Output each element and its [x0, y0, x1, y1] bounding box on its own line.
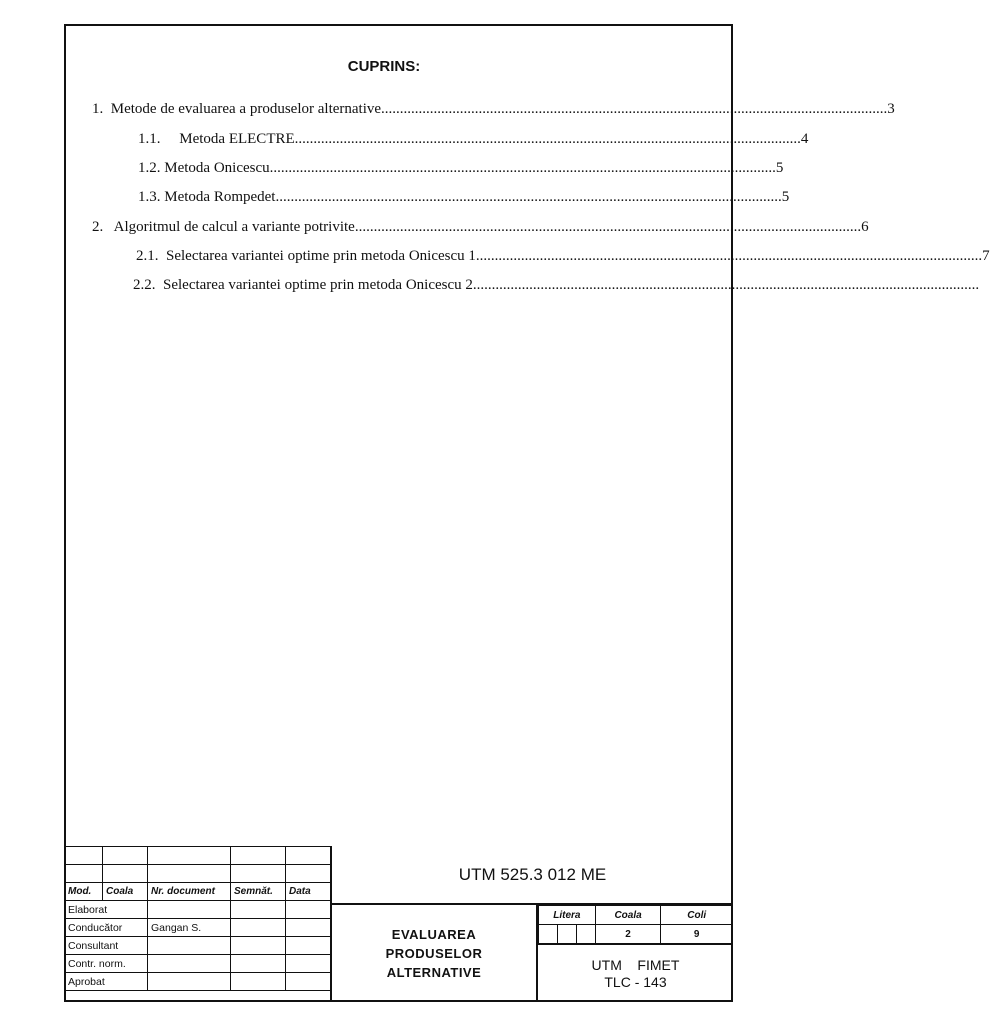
document-number: UTM 525.3 012 ME: [330, 846, 733, 905]
role-label: Conducător: [65, 919, 148, 937]
header-semnat: Semnăt.: [231, 883, 286, 901]
header-nr-document: Nr. document: [148, 883, 231, 901]
role-label: Aprobat: [65, 973, 148, 991]
litera-cell: [576, 925, 595, 944]
grid-cell: [231, 901, 286, 919]
toc-entry-page: 7: [982, 248, 990, 264]
header-mod: Mod.: [65, 883, 103, 901]
grid-cell: [103, 865, 148, 883]
toc-entry-text: 2.2. Selectarea variantei optime prin metoda Onicescu 2: [133, 277, 473, 293]
grid-cell: [103, 847, 148, 865]
toc-entry: [138, 129, 809, 149]
role-name: [148, 937, 231, 955]
grid-cell: [286, 955, 331, 973]
grid-cell: [65, 865, 103, 883]
grid-cell: [65, 847, 103, 865]
toc-leader-dots: .......................................................................................................................................: [269, 160, 776, 176]
role-name: [148, 901, 231, 919]
document-title-line: ALTERNATIVE: [386, 965, 482, 980]
toc-leader-dots: .......................................................................................................................................: [275, 189, 782, 205]
grid-cell: [286, 865, 331, 883]
toc-entry: [138, 187, 790, 207]
document-title-line: EVALUAREA: [391, 927, 477, 942]
organization-block: [538, 944, 733, 1002]
grid-cell: [148, 847, 231, 865]
grid-cell: [231, 865, 286, 883]
toc-entry-page: 5: [775, 160, 784, 176]
header-data: Data: [286, 883, 331, 901]
grid-cell: [231, 919, 286, 937]
toc-entry-text: 1.1. Metoda ELECTRE: [138, 131, 295, 147]
toc-entry-text: 1.2. Metoda Onicescu: [138, 160, 270, 176]
role-label: Consultant: [65, 937, 148, 955]
toc-entry-text: 1.3. Metoda Rompedet: [138, 189, 276, 205]
sheet-info-table: [538, 905, 733, 944]
organization-code: TLC - 143: [604, 973, 667, 990]
grid-cell: [286, 937, 331, 955]
role-name: [148, 973, 231, 991]
toc-entry-text: 1. Metode de evaluarea a produselor alternative: [92, 101, 382, 117]
toc-leader-dots: .......................................................................................................................................: [381, 101, 888, 117]
toc-entry-page: 5: [781, 189, 790, 205]
grid-cell: [286, 973, 331, 991]
litera-cell: [557, 925, 576, 944]
role-label: Contr. norm.: [65, 955, 148, 973]
toc-entry: [133, 275, 980, 295]
header-coala: Coala: [103, 883, 148, 901]
toc-leader-dots: .......................................................................................................................................: [475, 248, 983, 264]
toc-title: CUPRINS:: [347, 58, 421, 75]
document-title-line: PRODUSELOR: [385, 946, 483, 961]
revision-grid: [64, 846, 331, 991]
grid-cell: [231, 955, 286, 973]
coli-label: Coli: [661, 906, 733, 925]
grid-cell: [286, 901, 331, 919]
toc-leader-dots: .......................................................................................................................................: [472, 277, 980, 293]
litera-cell: [539, 925, 558, 944]
grid-cell: [231, 937, 286, 955]
role-name: [148, 955, 231, 973]
role-name: Gangan S.: [148, 919, 231, 937]
toc-entry-page: 4: [800, 131, 809, 147]
toc-entry: [136, 246, 990, 266]
toc-leader-dots: .......................................................................................................................................: [294, 131, 801, 147]
toc-entry: [92, 217, 869, 237]
toc-entry-page: 6: [861, 219, 869, 235]
grid-cell: [231, 973, 286, 991]
toc-entry-text: 2. Algoritmul de calcul a variante potrivite: [92, 219, 355, 235]
grid-cell: [231, 847, 286, 865]
document-title: [330, 905, 538, 1002]
title-block: [64, 846, 733, 1002]
coala-value: 2: [595, 925, 661, 944]
coala-label: Coala: [595, 906, 661, 925]
role-label: Elaborat: [65, 901, 148, 919]
grid-cell: [148, 865, 231, 883]
organization-line: UTM FIMET: [591, 956, 680, 973]
grid-cell: [286, 847, 331, 865]
toc-entry-text: 2.1. Selectarea variantei optime prin metoda Onicescu 1: [136, 248, 476, 264]
toc-entry: [138, 158, 784, 178]
toc-entry-page: 3: [887, 101, 895, 117]
grid-cell: [286, 919, 331, 937]
litera-label: Litera: [539, 906, 596, 925]
toc-entry: [92, 99, 895, 119]
toc-leader-dots: .......................................................................................................................................: [354, 219, 862, 235]
coli-value: 9: [661, 925, 733, 944]
